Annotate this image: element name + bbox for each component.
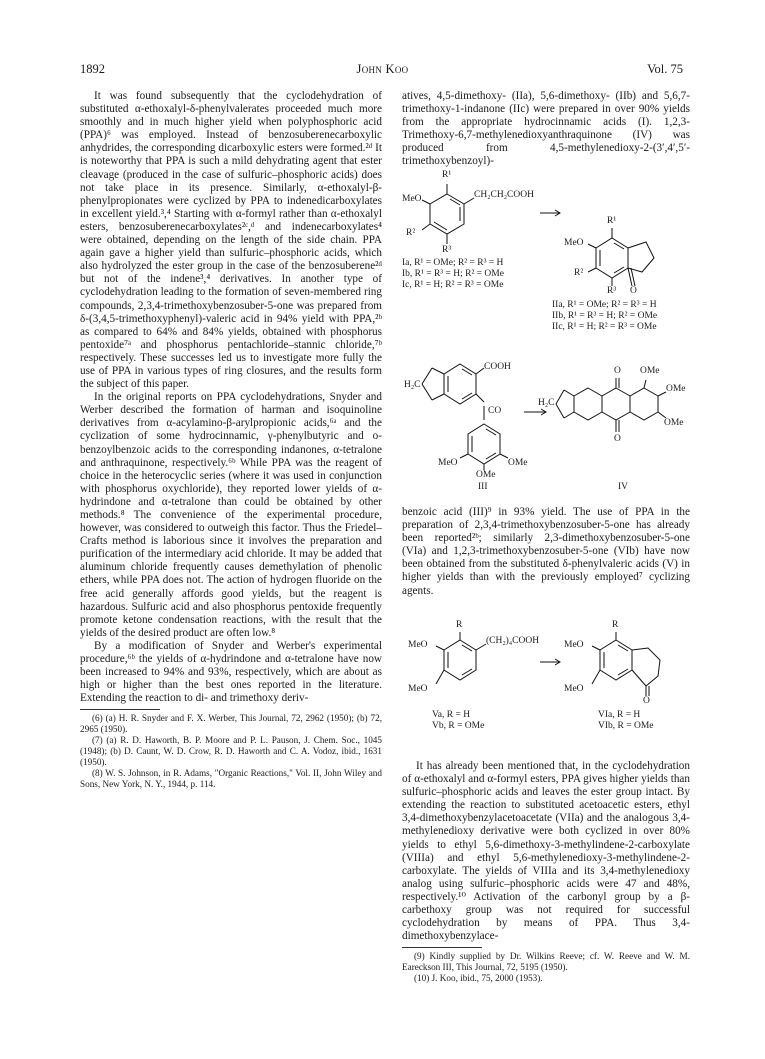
compound-label: Ic, R¹ = H; R² = R³ = OMe: [402, 280, 504, 290]
substituent-label: OMe: [508, 458, 528, 468]
substituent-label: O: [614, 434, 621, 444]
page-number: 1892: [80, 62, 105, 76]
compound-label: Va, R = H: [432, 710, 471, 720]
substituent-label: MeO: [408, 684, 428, 694]
compound-label-IV: IV: [618, 482, 629, 492]
compound-label-III: III: [478, 482, 488, 492]
substituent-label: MeO: [438, 458, 458, 468]
compound-label: VIa, R = H: [598, 710, 641, 720]
compound-labels-V: [432, 710, 484, 732]
substituent-label: H₂C: [538, 398, 555, 408]
substituent-label: CH₂CH₂COOH: [474, 190, 534, 200]
substituent-label: MeO: [402, 194, 422, 204]
right-column-middle: [402, 506, 690, 598]
running-head-author: John Koo: [356, 62, 409, 76]
substituent-label: OMe: [664, 418, 684, 428]
substituent-label: OMe: [476, 470, 496, 480]
substituent-label: O: [630, 286, 637, 296]
scheme-benzosuberone-structures: [402, 618, 692, 758]
substituent-label: H₂C: [404, 380, 421, 390]
volume-label: Vol. 75: [647, 62, 683, 76]
substituent-label: O: [614, 366, 621, 376]
paragraph: atives, 4,5-dimethoxy- (IIa), 5,6-dimethoxy- (IIb) and 5,6,7-trimethoxy-1-indanone (IIc) were prepared in over 90% yields from the appropriate hydrocinnamic acids (I). 1,2,3-Trimethoxy-6,7-methylenedioxyanthraquinone (IV) was produced from 4,5-methylenedioxy-2-(3′,4′,5′-trimethoxybenzoyl)-: [402, 90, 690, 168]
footnotes: [402, 951, 690, 984]
compound-label: Ib, R¹ = R³ = H; R² = OMe: [402, 269, 504, 279]
compound-labels-VI: [598, 710, 654, 732]
scheme-benzosuberone: [402, 618, 692, 758]
substituent-label: MeO: [408, 640, 428, 650]
right-column-top: [402, 90, 690, 169]
compound-label: VIb, R = OMe: [598, 721, 654, 731]
paragraph: benzoic acid (III)⁹ in 93% yield. The use of PPA in the preparation of 2,3,4-trimethoxybenzosuber-5-one has already been reported²ᵇ; similarly 2,3-dimethoxybenzosuber-5-one (VIa) and 1,2,3-trimethoxybenzosuber-5-one (VIb) have now been obtained from the substituted δ-phenylvaleric acids (V) in higher yields than with the previously employed⁷ cyclizing agents.: [402, 506, 690, 597]
substituent-label: R²: [406, 228, 416, 238]
footnotes: [80, 713, 382, 790]
scheme-indanone: [402, 168, 692, 353]
footnote-rule: [402, 947, 482, 948]
compound-labels-I: [402, 258, 504, 291]
substituent-label: OMe: [666, 384, 686, 394]
substituent-label: R³: [607, 286, 617, 296]
right-column-bottom: [402, 760, 690, 984]
footnote-rule: [80, 709, 160, 710]
compound-label: Ia, R¹ = OMe; R² = R³ = H: [402, 258, 504, 268]
substituent-label: R: [456, 620, 463, 630]
compound-label: IIa, R¹ = OMe; R² = R³ = H: [552, 300, 657, 310]
substituent-label: CO: [488, 406, 502, 416]
substituent-label: O: [643, 696, 650, 706]
substituent-label: OMe: [640, 366, 660, 376]
compound-labels-II: [552, 300, 657, 333]
substituent-label: MeO: [564, 684, 584, 694]
substituent-label: COOH: [484, 362, 511, 372]
substituent-label: MeO: [564, 640, 584, 650]
compound-label: Vb, R = OMe: [432, 721, 485, 731]
compound-label: IIc, R¹ = H; R² = R³ = OMe: [552, 322, 657, 332]
compound-label: IIb, R¹ = R³ = H; R² = OMe: [552, 311, 658, 321]
footnote: (10) J. Koo, ibid., 75, 2000 (1953).: [414, 973, 543, 984]
substituent-label: R¹: [442, 170, 452, 180]
substituent-label: R¹: [607, 216, 617, 226]
substituent-label: MeO: [564, 238, 584, 248]
substituent-label: R: [612, 620, 619, 630]
footnote: (9) Kindly supplied by Dr. Wilkins Reeve; cf. W. Reeve and W. M. Eareckson III, This Journal, 72, 5195 (1950).: [402, 951, 690, 973]
footnote: (6) (a) H. R. Snyder and F. X. Werber, This Journal, 72, 2962 (1950); (b) 72, 2965 (1950).: [80, 713, 382, 735]
paragraph: By a modification of Snyder and Werber's experimental procedure,⁶ᵇ the yields of α-hydrindone and α-tetralone have now been increased to 94% and 93%, respectively, which are about as high or higher than the best ones reported in the literature. Extending the reaction to di- and trimethoxy deriv-: [80, 639, 382, 705]
substituent-label: R²: [574, 268, 584, 278]
footnote: (7) (a) R. D. Haworth, B. P. Moore and P. L. Pauson, J. Chem. Soc., 1045 (1948); (b) D. Caunt, W. D. Crow, R. D. Haworth and C. A. Vodoz, ibid., 1631 (1950).: [80, 735, 382, 768]
substituent-label: (CH₂)₄COOH: [486, 636, 540, 646]
paragraph: In the original reports on PPA cyclodehydrations, Snyder and Werber described the formation of harman and isoquinoline derivatives from α-acylamino-β-arylpropionic acids,⁶ᵃ and the cyclization of some hydrocinnamic, γ-phenylbutyric and o-benzoylbenzoic acids to the corresponding indanones, α-tetralone and anthraquinone, respectively.⁶ᵇ While PPA was the reagent of choice in the heterocyclic series (where it was used in conjunction with phosphorus oxychloride), they reported lower yields of α-hydrindone and α-tetralone than could be obtained by other methods.⁸ The convenience of the experimental procedure, however, was considered to outweigh this factor. Thus the Friedel–Crafts method is laborious since it involves the preparation and purification of the intermediary acid chloride. It may be added that aluminum chloride frequently causes demethylation of phenolic ethers, while PPA does not. The action of hydrogen fluoride on the free acid generally affords good yields, but the reagent is hazardous. Sulfuric acid and also phosphorus pentoxide frequently promote ketone condensation reactions, with the result that the yields of the desired product are often low.⁸: [80, 391, 382, 639]
substituent-label: R³: [442, 245, 452, 255]
paragraph: It has already been mentioned that, in the cyclodehydration of α-ethoxalyl and α-formyl esters, PPA gives higher yields than sulfuric–phosphoric acids and leaves the ester group intact. By extending the reaction to substituted acetoacetic esters, ethyl 3,4-dimethoxybenzylacetoacetate (VIIa) and the analogous 3,4-methylenedioxy derivative were both cyclized in over 80% yields to ethyl 5,6-dimethoxy-3-methylindene-2-carboxylate (VIIIa) and ethyl 5,6-methylenedioxy-3-methylindene-2-carboxylate. The yields of VIIIa and its 3,4-methylenedioxy analog using sulfuric–phosphoric acids were 47 and 48%, respectively.¹⁰ Activation of the carbonyl group by a β-carbethoxy group was not required for successful cyclodehydration by means of PPA. Thus 3,4-dimethoxybenzylace-: [402, 760, 690, 943]
scheme-anthraquinone: [402, 352, 692, 502]
left-column: [80, 90, 382, 790]
paragraph: It was found subsequently that the cyclodehydration of substituted α-ethoxalyl-δ-phenylvalerates proceeded much more smoothly and in much higher yield when polyphosphoric acid (PPA)⁶ was employed. Instead of benzosuberenecarboxylic anhydrides, the corresponding dicarboxylic esters were formed.²ᵈ It is noteworthy that PPA is such a mild dehydrating agent that ester cleavage (produced in the case of sulfuric–phosphoric acids) does not take place in its presence. Similarly, α-ethoxalyl-β-phenylpropionates were cyclized by PPA to indenedicarboxylates in excellent yield.³,⁴ Starting with α-formyl rather than α-ethoxalyl esters, benzosuberenecarboxylates²ᶜ,ᵈ and indenecarboxylates⁴ were obtained, depending on the length of the side chain. PPA again gave a higher yield than sulfuric–phosphoric acids, which also hydrolyzed the ester group in the case of the benzosuberene²ᵈ but not of the indene³,⁴ derivatives. In another type of cyclodehydration leading to the formation of seven-membered ring compounds, 2,3,4-trimethoxybenzosuber-5-one was prepared from δ-(3,4,5-trimethoxyphenyl)-valeric acid in 94% yield with PPA,²ᵇ as compared to 64% and 84% yields, obtained with phosphorus pentoxide⁷ᵃ and phosphorus pentachloride–stannic chloride,⁷ᵇ respectively. These successes led us to investigate more fully the use of PPA in various types of ring closures, and the results form the subject of this paper.: [80, 90, 382, 391]
footnote: (8) W. S. Johnson, in R. Adams, "Organic Reactions," Vol. II, John Wiley and Sons, New York, N. Y., 1944, p. 114.: [80, 768, 382, 790]
